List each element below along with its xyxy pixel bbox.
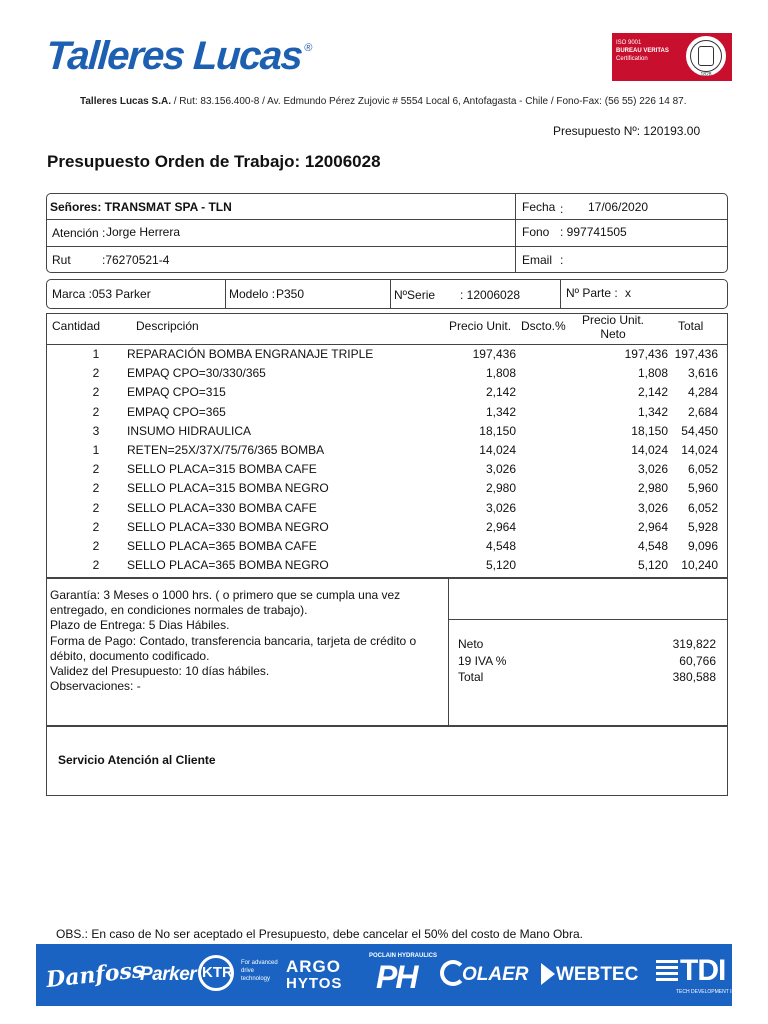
- cell-total: 6,052: [687, 500, 718, 515]
- neto-value: 319,822: [672, 637, 716, 651]
- cell-cantidad: 2: [92, 558, 100, 573]
- cert-text: [616, 39, 669, 63]
- cell-precio-unit: 3,026: [485, 462, 516, 477]
- email-label: Email: [522, 253, 553, 267]
- email-separator: :: [560, 253, 564, 267]
- cell-descripcion: SELLO PLACA=315 BOMBA CAFE: [127, 462, 317, 477]
- client-name: Señores: TRANSMAT SPA - TLN: [50, 200, 232, 214]
- terms-text: [50, 588, 442, 694]
- iva-value: 60,766: [679, 654, 716, 668]
- fecha-value: 17/06/2020: [588, 200, 649, 214]
- atencion-label: Atención :: [52, 226, 106, 240]
- header-cantidad: Cantidad: [52, 319, 101, 333]
- cell-precio-neto: 18,150: [631, 423, 668, 438]
- brand-danfoss: Danfoss: [44, 956, 146, 994]
- company-logo: [44, 34, 311, 79]
- terms-line: entregado, en condiciones normales de trabajo).: [50, 603, 308, 618]
- brand-olaer: OLAER: [462, 964, 529, 985]
- cell-cantidad: 1: [92, 347, 100, 361]
- brand-ktr-tagline-2: drive: [241, 968, 255, 974]
- marca-value: 053 Parker: [92, 287, 151, 301]
- cell-precio-unit: 5,120: [485, 558, 516, 573]
- serie-value: : 12006028: [460, 288, 521, 302]
- terms-line: Plazo de Entrega: 5 Dias Hábiles.: [50, 618, 230, 633]
- cell-cantidad: 2: [92, 366, 100, 381]
- cell-precio-neto: 2,142: [637, 385, 668, 400]
- cell-precio-unit: 14,024: [479, 443, 516, 457]
- cell-precio-neto: 5,120: [637, 558, 668, 573]
- cell-descripcion: SELLO PLACA=315 BOMBA NEGRO: [127, 481, 329, 496]
- cell-descripcion: SELLO PLACA=330 BOMBA NEGRO: [127, 519, 329, 534]
- parte-value: x: [625, 286, 631, 300]
- cert-year: 1828: [700, 72, 712, 78]
- brand-tdi-sub: TECH DEVELOPMENT INC.: [676, 989, 741, 995]
- cell-precio-unit: 1,808: [485, 366, 516, 381]
- terms-line: Observaciones: -: [50, 679, 141, 694]
- brand-hytos: HYTOS: [286, 975, 343, 992]
- cell-cantidad: 3: [92, 423, 100, 438]
- cert-line-3: Certification: [616, 56, 648, 62]
- cell-descripcion: EMPAQ CPO=365: [127, 404, 226, 419]
- terms-line: Forma de Pago: Contado, transferencia bancaria, tarjeta de crédito o: [50, 633, 417, 648]
- parte-label: Nº Parte :: [566, 286, 618, 300]
- address-company-name: Talleres Lucas S.A.: [80, 96, 171, 107]
- cell-total: 10,240: [681, 558, 718, 573]
- cell-precio-neto: 1,808: [637, 366, 668, 381]
- service-label: Servicio Atención al Cliente: [58, 753, 216, 767]
- bureau-veritas-seal-icon: [684, 34, 728, 78]
- brand-parker: Parker: [140, 964, 197, 985]
- fono-value: : 997741505: [560, 225, 627, 239]
- fono-label: Fono: [522, 225, 550, 239]
- logo-text: Talleres Lucas: [44, 34, 304, 78]
- brand-webtec: WEBTEC: [556, 964, 639, 985]
- cell-cantidad: 2: [92, 385, 100, 400]
- presupuesto-number: Presupuesto Nº: 120193.00: [553, 124, 701, 138]
- tdi-stripes-icon: [656, 960, 678, 984]
- header-precio-neto-1: Precio Unit.: [581, 313, 645, 327]
- header-descripcion: Descripción: [136, 319, 199, 333]
- cell-cantidad: 2: [92, 481, 100, 496]
- cell-total: 14,024: [681, 443, 718, 457]
- cell-cantidad: 2: [92, 404, 100, 419]
- total-value: 380,588: [672, 670, 716, 684]
- cell-descripcion: REPARACIÓN BOMBA ENGRANAJE TRIPLE: [127, 347, 374, 361]
- brand-ktr-tagline-3: technology: [241, 976, 271, 982]
- brand-poclain-label: POCLAIN HYDRAULICS: [369, 953, 438, 959]
- terms-line: Validez del Presupuesto: 10 días hábiles.: [50, 664, 270, 679]
- cell-cantidad: 2: [92, 500, 100, 515]
- header-precio-neto-2: Neto: [600, 327, 626, 341]
- total-label: Total: [458, 670, 484, 684]
- cell-total: 9,096: [687, 539, 718, 553]
- serie-label: NºSerie: [394, 288, 436, 302]
- rut-label: Rut: [52, 253, 71, 267]
- cell-precio-neto: 1,342: [637, 404, 668, 419]
- terms-line: Garantía: 3 Meses o 1000 hrs. ( o primero que se cumpla una vez: [50, 588, 401, 602]
- company-address: [80, 96, 686, 107]
- cell-precio-unit: 3,026: [485, 500, 516, 515]
- cell-descripcion: SELLO PLACA=330 BOMBA CAFE: [127, 500, 317, 515]
- cell-descripcion: INSUMO HIDRAULICA: [127, 423, 252, 438]
- brands-banner: [36, 944, 741, 1006]
- webtec-chevron-icon: [541, 963, 555, 985]
- cell-precio-unit: 18,150: [479, 423, 516, 438]
- cell-precio-neto: 3,026: [637, 462, 668, 477]
- cell-total: 4,284: [687, 385, 718, 400]
- cell-precio-neto: 2,980: [637, 481, 668, 496]
- cell-precio-unit: 2,964: [485, 519, 516, 534]
- rut-value: :76270521-4: [102, 253, 170, 267]
- cell-precio-unit: 2,980: [485, 481, 516, 496]
- brand-tdi: TDI: [680, 954, 726, 987]
- modelo-label: Modelo :: [229, 287, 276, 301]
- obs-note: OBS.: En caso de No ser aceptado el Presupuesto, debe cancelar el 50% del costo de Mano Obra.: [56, 927, 583, 941]
- cell-precio-neto: 3,026: [637, 500, 668, 515]
- cell-precio-unit: 1,342: [485, 404, 516, 419]
- cell-total: 5,928: [687, 519, 718, 534]
- cert-line-1: ISO 9001: [616, 40, 642, 46]
- cell-descripcion: SELLO PLACA=365 BOMBA NEGRO: [127, 558, 329, 573]
- terms-line: débito, documento codificado.: [50, 648, 210, 663]
- fecha-label: Fecha: [522, 200, 556, 214]
- neto-label: Neto: [458, 637, 484, 651]
- cell-descripcion: EMPAQ CPO=315: [127, 385, 226, 400]
- cell-precio-neto: 14,024: [631, 443, 668, 457]
- cell-cantidad: 2: [92, 462, 100, 477]
- iva-label: 19 IVA %: [458, 654, 507, 668]
- cell-precio-neto: 4,548: [637, 539, 668, 553]
- modelo-value: P350: [276, 287, 305, 301]
- marca-label: Marca :: [52, 287, 93, 301]
- address-details: / Rut: 83.156.400-8 / Av. Edmundo Pérez Zujovic # 5554 Local 6, Antofagasta - Chile / Fono-Fax: (56 55) 226 14 87.: [170, 96, 687, 107]
- brand-argo: ARGO: [286, 957, 341, 976]
- header-total: Total: [678, 319, 704, 333]
- cell-descripcion: EMPAQ CPO=30/330/365: [127, 366, 266, 381]
- cell-precio-neto: 197,436: [624, 347, 668, 361]
- brand-ktr-tagline-1: For advanced: [241, 960, 278, 966]
- page-title: Presupuesto Orden de Trabajo: 12006028: [47, 152, 381, 171]
- cell-cantidad: 1: [92, 443, 100, 457]
- cell-precio-unit: 2,142: [485, 385, 516, 400]
- cell-total: 6,052: [687, 462, 718, 477]
- cell-precio-unit: 4,548: [485, 539, 516, 553]
- fecha-separator: :: [560, 202, 564, 216]
- cell-descripcion: RETEN=25X/37X/75/76/365 BOMBA: [127, 443, 325, 457]
- cert-line-2: BUREAU VERITAS: [616, 48, 669, 54]
- atencion-value: Jorge Herrera: [106, 225, 181, 239]
- cell-total: 5,960: [687, 481, 718, 496]
- cell-total: 2,684: [687, 404, 718, 419]
- brand-ph: PH: [376, 959, 417, 995]
- header-dscto: Dscto.%: [521, 319, 566, 333]
- header-precio-unit: Precio Unit.: [449, 319, 512, 333]
- cell-precio-unit: 197,436: [472, 347, 516, 361]
- cell-total: 197,436: [674, 347, 718, 361]
- cell-total: 54,450: [681, 423, 718, 438]
- cell-precio-neto: 2,964: [637, 519, 668, 534]
- cell-total: 3,616: [687, 366, 718, 381]
- cell-descripcion: SELLO PLACA=365 BOMBA CAFE: [127, 539, 317, 553]
- registered-mark: ®: [303, 42, 312, 54]
- bureau-veritas-badge: [612, 33, 732, 81]
- cell-cantidad: 2: [92, 519, 100, 534]
- brand-ktr: KTR: [202, 964, 233, 981]
- cell-cantidad: 2: [92, 539, 100, 553]
